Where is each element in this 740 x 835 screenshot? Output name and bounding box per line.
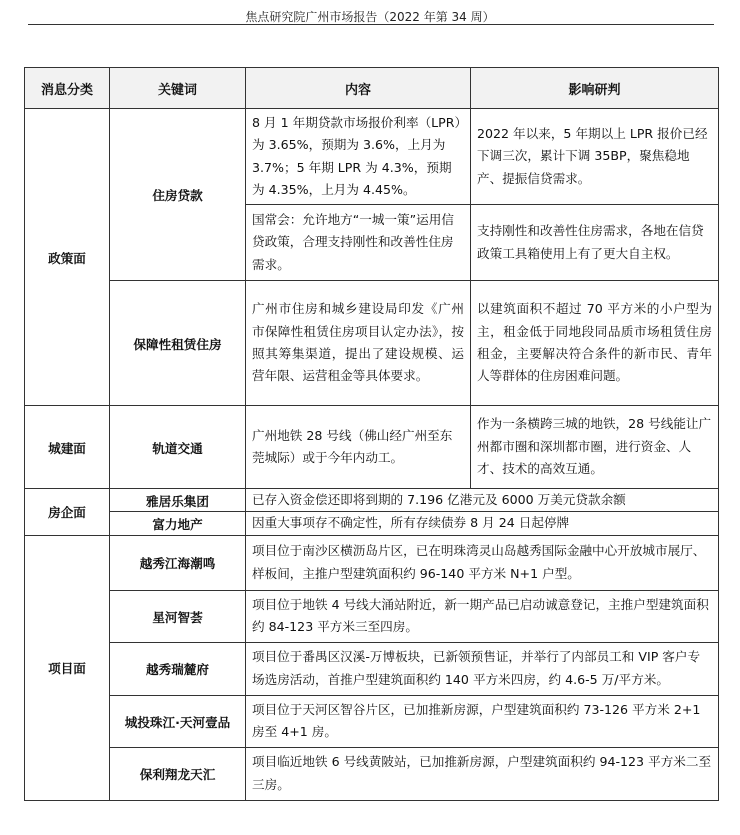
keyword-project: 越秀瑞麓府 xyxy=(110,642,246,695)
content-cell: 8 月 1 年期贷款市场报价利率（LPR）为 3.65%，预期为 3.6%，上月为 3.7%；5 年期 LPR 为 4.3%，预期为 4.35%，上月为 4.45%。 xyxy=(246,109,471,205)
keyword-project: 星河智荟 xyxy=(110,590,246,642)
column-header-impact: 影响研判 xyxy=(471,68,719,109)
keyword-housing-loan: 住房贷款 xyxy=(110,109,246,281)
page-header-title: 焦点研究院广州市场报告（2022 年第 34 周） xyxy=(245,10,495,24)
content-cell: 因重大事项存不确定性，所有存续债券 8 月 24 日起停牌 xyxy=(246,512,719,535)
table-row xyxy=(25,406,719,489)
impact-cell: 2022 年以来，5 年期以上 LPR 报价已经下调三次，累计下调 35BP，聚焦稳地产、提振信贷需求。 xyxy=(471,109,719,205)
keyword-project: 越秀江海潮鸣 xyxy=(110,535,246,590)
keyword-project: 保利翔龙天汇 xyxy=(110,747,246,800)
category-urban: 城建面 xyxy=(25,406,110,489)
keyword-enterprise: 雅居乐集团 xyxy=(110,489,246,512)
impact-cell: 支持刚性和改善性住房需求，各地在信贷政策工具箱使用上有了更大自主权。 xyxy=(471,205,719,281)
keyword-project: 城投珠江·天河壹品 xyxy=(110,695,246,747)
content-cell: 项目位于番禺区汉溪-万博板块，已新领预售证，并举行了内部员工和 VIP 客户专场选房活动，首推户型建筑面积约 140 平方米四房，约 4.6-5 万/平方米。 xyxy=(246,642,719,695)
table-header-row xyxy=(25,68,719,109)
column-header-category: 消息分类 xyxy=(25,68,110,109)
keyword-rail-transit: 轨道交通 xyxy=(110,406,246,489)
content-cell: 广州市住房和城乡建设局印发《广州市保障性租赁住房项目认定办法》，按照其筹集渠道，提出了建设规模、运营年限、运营租金等具体要求。 xyxy=(246,281,471,406)
table-row xyxy=(25,489,719,512)
content-cell: 项目位于天河区智谷片区，已加推新房源，户型建筑面积约 73-126 平方米 2+1 房至 4+1 房。 xyxy=(246,695,719,747)
table-row xyxy=(25,535,719,590)
content-cell: 项目位于南沙区横沥岛片区，已在明珠湾灵山岛越秀国际金融中心开放城市展厅、样板间，主推户型建筑面积约 96-140 平方米 N+1 户型。 xyxy=(246,535,719,590)
keyword-enterprise: 富力地产 xyxy=(110,512,246,535)
column-header-content: 内容 xyxy=(246,68,471,109)
category-project: 项目面 xyxy=(25,535,110,800)
keyword-rental-housing: 保障性租赁住房 xyxy=(110,281,246,406)
impact-cell: 作为一条横跨三城的地铁，28 号线能让广州都市圈和深圳都市圈，进行资金、人才、技术的高效互通。 xyxy=(471,406,719,489)
content-cell: 广州地铁 28 号线（佛山经广州至东莞城际）或于今年内动工。 xyxy=(246,406,471,489)
table-row xyxy=(25,642,719,695)
content-cell: 项目临近地铁 6 号线黄陂站，已加推新房源，户型建筑面积约 94-123 平方米二至三房。 xyxy=(246,747,719,800)
column-header-keyword: 关键词 xyxy=(110,68,246,109)
header-divider xyxy=(28,24,714,25)
news-table xyxy=(24,67,719,801)
content-cell: 项目位于地铁 4 号线大涌站附近，新一期产品已启动诚意登记，主推户型建筑面积约 84-123 平方米三至四房。 xyxy=(246,590,719,642)
category-enterprise: 房企面 xyxy=(25,489,110,536)
table-row xyxy=(25,512,719,535)
table-row xyxy=(25,747,719,800)
category-policy: 政策面 xyxy=(25,109,110,406)
table-row xyxy=(25,281,719,406)
content-cell: 国常会：允许地方“一城一策”运用信贷政策，合理支持刚性和改善性住房需求。 xyxy=(246,205,471,281)
table-row xyxy=(25,695,719,747)
impact-cell: 以建筑面积不超过 70 平方米的小户型为主，租金低于同地段同品质市场租赁住房租金，主要解决符合条件的新市民、青年人等群体的住房困难问题。 xyxy=(471,281,719,406)
table-row xyxy=(25,109,719,205)
table-row xyxy=(25,590,719,642)
content-cell: 已存入资金偿还即将到期的 7.196 亿港元及 6000 万美元贷款余额 xyxy=(246,489,719,512)
